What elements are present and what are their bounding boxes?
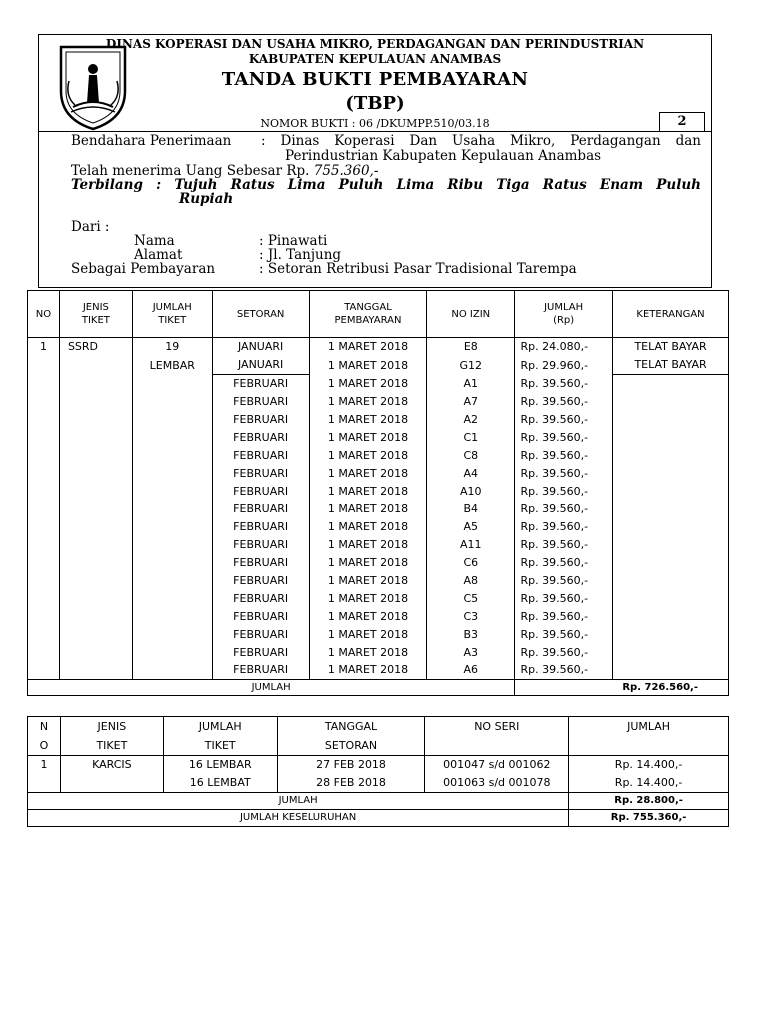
cell-tanggal: 1 MARET 2018 bbox=[309, 572, 427, 590]
cell-tanggal: 1 MARET 2018 bbox=[309, 411, 427, 429]
col-header: JUMLAH TIKET bbox=[132, 291, 212, 338]
table-row bbox=[28, 572, 729, 590]
cell-no bbox=[28, 464, 60, 482]
cell-no bbox=[28, 500, 60, 518]
table-row bbox=[28, 607, 729, 625]
cell-tanggal: 1 MARET 2018 bbox=[309, 518, 427, 536]
cell-no: 1 bbox=[28, 756, 61, 775]
cell-no bbox=[28, 625, 60, 643]
grand-total-row bbox=[28, 810, 729, 827]
dari-label: Dari : bbox=[71, 219, 110, 235]
cell-jumlah: Rp. 39.560,- bbox=[515, 643, 613, 661]
cell-jenis bbox=[59, 554, 132, 572]
col-header: NO SERI bbox=[425, 717, 569, 756]
cell-keterangan bbox=[613, 625, 729, 643]
cell-jenis bbox=[59, 356, 132, 374]
cell-jumlah-tiket bbox=[132, 446, 212, 464]
cell-setoran: JANUARI bbox=[212, 338, 309, 356]
cell-no-izin: A3 bbox=[427, 643, 515, 661]
cell-no-izin: A8 bbox=[427, 572, 515, 590]
cell-keterangan bbox=[613, 374, 729, 392]
cell-keterangan bbox=[613, 428, 729, 446]
cell-tanggal: 1 MARET 2018 bbox=[309, 356, 427, 374]
cell-seri: 001063 s/d 001078 bbox=[425, 774, 569, 793]
table-row bbox=[28, 411, 729, 429]
cell-tanggal: 1 MARET 2018 bbox=[309, 554, 427, 572]
cell-jumlah: Rp. 39.560,- bbox=[515, 554, 613, 572]
terbilang-line: Terbilang : Tujuh Ratus Lima Puluh Lima Ribu Tiga Ratus Enam Puluh bbox=[71, 177, 701, 193]
cell-keterangan bbox=[613, 393, 729, 411]
cell-jumlah: Rp. 39.560,- bbox=[515, 572, 613, 590]
cell-jenis bbox=[59, 625, 132, 643]
cell-keterangan bbox=[613, 554, 729, 572]
cell-jenis bbox=[59, 572, 132, 590]
cell-jenis bbox=[59, 374, 132, 392]
nama-value: : Pinawati bbox=[259, 233, 328, 249]
cell-tanggal: 1 MARET 2018 bbox=[309, 500, 427, 518]
cell-keterangan bbox=[613, 643, 729, 661]
cell-jumlah: Rp. 39.560,- bbox=[515, 500, 613, 518]
karcis-payment-table bbox=[27, 716, 729, 827]
cell-setoran: FEBRUARI bbox=[212, 464, 309, 482]
cell-tanggal: 1 MARET 2018 bbox=[309, 589, 427, 607]
received-amount-line: Telah menerima Uang Sebesar Rp. 755.360,- bbox=[71, 163, 379, 179]
col-header: KETERANGAN bbox=[613, 291, 729, 338]
cell-no bbox=[28, 482, 60, 500]
table-header-row bbox=[28, 291, 729, 338]
cell-no-izin: A2 bbox=[427, 411, 515, 429]
agency-name: DINAS KOPERASI DAN USAHA MIKRO, PERDAGANGAN DAN PERINDUSTRIAN bbox=[105, 37, 645, 51]
total-label: JUMLAH bbox=[28, 793, 569, 810]
cell-no-izin: A10 bbox=[427, 482, 515, 500]
cell-jenis bbox=[59, 393, 132, 411]
cell-tanggal: 1 MARET 2018 bbox=[309, 446, 427, 464]
cell-tanggal: 28 FEB 2018 bbox=[277, 774, 425, 793]
table-row bbox=[28, 428, 729, 446]
regency-name: KABUPATEN KEPULAUAN ANAMBAS bbox=[248, 52, 502, 66]
cell-tanggal: 1 MARET 2018 bbox=[309, 625, 427, 643]
cell-jenis bbox=[59, 500, 132, 518]
document-subtitle: (TBP) bbox=[345, 93, 405, 114]
cell-tanggal: 1 MARET 2018 bbox=[309, 393, 427, 411]
cell-no bbox=[28, 607, 60, 625]
cell-setoran: FEBRUARI bbox=[212, 482, 309, 500]
cell-jenis bbox=[59, 411, 132, 429]
table-total-row bbox=[28, 793, 729, 810]
cell-jenis: KARCIS bbox=[60, 756, 163, 775]
cell-no-izin: C1 bbox=[427, 428, 515, 446]
cell-no-izin: B3 bbox=[427, 625, 515, 643]
cell-jumlah-tiket bbox=[132, 500, 212, 518]
cell-no-izin: C6 bbox=[427, 554, 515, 572]
receipt-header-box bbox=[38, 34, 712, 288]
cell-jumlah: Rp. 39.560,- bbox=[515, 374, 613, 392]
cell-keterangan bbox=[613, 446, 729, 464]
table-row bbox=[28, 356, 729, 374]
table-row bbox=[28, 756, 729, 775]
cell-jumlah: Rp. 14.400,- bbox=[569, 756, 729, 775]
alamat-value: : Jl. Tanjung bbox=[259, 247, 342, 263]
cell-jumlah: Rp. 39.560,- bbox=[515, 661, 613, 679]
cell-tanggal: 1 MARET 2018 bbox=[309, 374, 427, 392]
table-row bbox=[28, 661, 729, 679]
table-row bbox=[28, 500, 729, 518]
cell-setoran: FEBRUARI bbox=[212, 625, 309, 643]
cell-jumlah: Rp. 39.560,- bbox=[515, 536, 613, 554]
bendahara-value-2: Perindustrian Kabupaten Kepulauan Anambas bbox=[285, 148, 602, 164]
col-header: SETORAN bbox=[212, 291, 309, 338]
cell-keterangan bbox=[613, 411, 729, 429]
cell-no-izin: A5 bbox=[427, 518, 515, 536]
cell-setoran: FEBRUARI bbox=[212, 500, 309, 518]
cell-jenis: SSRD bbox=[59, 338, 132, 356]
receipt-number: NOMOR BUKTI : 06 /DKUMPP.510/03.18 bbox=[260, 117, 490, 130]
cell-jumlah-tiket bbox=[132, 661, 212, 679]
col-header: N O bbox=[28, 717, 61, 756]
header-divider bbox=[39, 131, 711, 132]
cell-setoran: FEBRUARI bbox=[212, 411, 309, 429]
col-header: NO bbox=[28, 291, 60, 338]
col-header: JUMLAH bbox=[569, 717, 729, 756]
cell-setoran: FEBRUARI bbox=[212, 572, 309, 590]
cell-jenis bbox=[59, 464, 132, 482]
cell-keterangan bbox=[613, 464, 729, 482]
table-total-row bbox=[28, 679, 729, 695]
cell-no bbox=[28, 572, 60, 590]
cell-keterangan bbox=[613, 572, 729, 590]
col-header: JUMLAH TIKET bbox=[163, 717, 277, 756]
cell-jumlah-tiket: 19 bbox=[132, 338, 212, 356]
table-row bbox=[28, 774, 729, 793]
cell-jumlah-tiket bbox=[132, 572, 212, 590]
table-row bbox=[28, 643, 729, 661]
col-header: NO IZIN bbox=[427, 291, 515, 338]
cell-jenis bbox=[59, 643, 132, 661]
cell-no-izin: C5 bbox=[427, 589, 515, 607]
cell-jenis bbox=[59, 661, 132, 679]
cell-jumlah-tiket bbox=[132, 464, 212, 482]
cell-setoran: FEBRUARI bbox=[212, 393, 309, 411]
cell-no bbox=[28, 393, 60, 411]
cell-jenis bbox=[59, 446, 132, 464]
total-value: Rp. 726.560,- bbox=[515, 679, 729, 695]
cell-no bbox=[28, 589, 60, 607]
page-number: 2 bbox=[659, 112, 705, 132]
cell-keterangan bbox=[613, 482, 729, 500]
cell-no-izin: C8 bbox=[427, 446, 515, 464]
cell-no bbox=[28, 643, 60, 661]
cell-jumlah-tiket bbox=[132, 374, 212, 392]
cell-setoran: FEBRUARI bbox=[212, 536, 309, 554]
cell-setoran: FEBRUARI bbox=[212, 643, 309, 661]
cell-keterangan: TELAT BAYAR bbox=[613, 356, 729, 374]
cell-tanggal: 1 MARET 2018 bbox=[309, 661, 427, 679]
cell-no-izin: B4 bbox=[427, 500, 515, 518]
table-row bbox=[28, 554, 729, 572]
col-header: TANGGAL SETORAN bbox=[277, 717, 425, 756]
cell-tanggal: 1 MARET 2018 bbox=[309, 464, 427, 482]
cell-jumlah: Rp. 39.560,- bbox=[515, 428, 613, 446]
cell-jumlah-tiket bbox=[132, 607, 212, 625]
cell-tanggal: 27 FEB 2018 bbox=[277, 756, 425, 775]
table-row bbox=[28, 464, 729, 482]
col-header: JUMLAH (Rp) bbox=[515, 291, 613, 338]
total-label: JUMLAH bbox=[28, 679, 515, 695]
cell-no-izin: E8 bbox=[427, 338, 515, 356]
cell-setoran: FEBRUARI bbox=[212, 661, 309, 679]
cell-tanggal: 1 MARET 2018 bbox=[309, 607, 427, 625]
cell-keterangan bbox=[613, 607, 729, 625]
cell-jenis bbox=[60, 774, 163, 793]
cell-keterangan bbox=[613, 536, 729, 554]
cell-setoran: JANUARI bbox=[212, 356, 309, 374]
col-header: TANGGAL PEMBAYARAN bbox=[309, 291, 427, 338]
cell-jumlah-tiket bbox=[132, 393, 212, 411]
col-header: JENIS TIKET bbox=[59, 291, 132, 338]
cell-setoran: FEBRUARI bbox=[212, 446, 309, 464]
cell-jumlah: Rp. 29.960,- bbox=[515, 356, 613, 374]
cell-jenis bbox=[59, 428, 132, 446]
cell-jumlah: Rp. 14.400,- bbox=[569, 774, 729, 793]
cell-no-izin: A1 bbox=[427, 374, 515, 392]
cell-jumlah-tiket bbox=[132, 643, 212, 661]
cell-setoran: FEBRUARI bbox=[212, 428, 309, 446]
cell-jumlah: Rp. 39.560,- bbox=[515, 589, 613, 607]
terbilang-line-2: Rupiah bbox=[179, 191, 234, 207]
nama-label: Nama bbox=[134, 233, 175, 249]
cell-keterangan bbox=[613, 518, 729, 536]
cell-keterangan bbox=[613, 500, 729, 518]
cell-tanggal: 1 MARET 2018 bbox=[309, 338, 427, 356]
cell-no-izin: C3 bbox=[427, 607, 515, 625]
cell-no bbox=[28, 554, 60, 572]
pembayaran-label: Sebagai Pembayaran bbox=[71, 261, 216, 277]
cell-no bbox=[28, 774, 61, 793]
cell-jenis bbox=[59, 482, 132, 500]
cell-jumlah: Rp. 39.560,- bbox=[515, 446, 613, 464]
cell-jumlah-tiket bbox=[132, 625, 212, 643]
col-header: JENIS TIKET bbox=[60, 717, 163, 756]
cell-jenis bbox=[59, 589, 132, 607]
bendahara-label: Bendahara Penerimaan bbox=[71, 133, 232, 149]
cell-tanggal: 1 MARET 2018 bbox=[309, 428, 427, 446]
ssrd-payment-table bbox=[27, 290, 729, 696]
cell-jumlah-tiket bbox=[132, 482, 212, 500]
document-title: TANDA BUKTI PEMBAYARAN bbox=[221, 69, 529, 90]
cell-no-izin: A11 bbox=[427, 536, 515, 554]
cell-jumlah: Rp. 39.560,- bbox=[515, 518, 613, 536]
cell-seri: 001047 s/d 001062 bbox=[425, 756, 569, 775]
table-row bbox=[28, 393, 729, 411]
cell-no bbox=[28, 356, 60, 374]
cell-setoran: FEBRUARI bbox=[212, 374, 309, 392]
table-row bbox=[28, 482, 729, 500]
cell-no bbox=[28, 518, 60, 536]
table-row bbox=[28, 625, 729, 643]
cell-no-izin: A4 bbox=[427, 464, 515, 482]
cell-setoran: FEBRUARI bbox=[212, 554, 309, 572]
cell-jumlah-tiket bbox=[132, 536, 212, 554]
bendahara-value: : Dinas Koperasi Dan Usaha Mikro, Perdagangan dan bbox=[261, 133, 702, 149]
cell-jumlah-tiket bbox=[132, 554, 212, 572]
cell-jumlah-tiket bbox=[132, 589, 212, 607]
table-row bbox=[28, 518, 729, 536]
cell-keterangan: TELAT BAYAR bbox=[613, 338, 729, 356]
cell-keterangan bbox=[613, 589, 729, 607]
cell-setoran: FEBRUARI bbox=[212, 589, 309, 607]
cell-no bbox=[28, 446, 60, 464]
cell-jumlah-tiket bbox=[132, 518, 212, 536]
total-value: Rp. 28.800,- bbox=[569, 793, 729, 810]
table-row bbox=[28, 589, 729, 607]
cell-jumlah: Rp. 39.560,- bbox=[515, 393, 613, 411]
cell-no: 1 bbox=[28, 338, 60, 356]
cell-jumlah: Rp. 24.080,- bbox=[515, 338, 613, 356]
cell-no-izin: G12 bbox=[427, 356, 515, 374]
cell-keterangan bbox=[613, 661, 729, 679]
cell-jenis bbox=[59, 536, 132, 554]
cell-setoran: FEBRUARI bbox=[212, 518, 309, 536]
cell-jumlah-tiket bbox=[132, 428, 212, 446]
cell-setoran: FEBRUARI bbox=[212, 607, 309, 625]
cell-jumlah: Rp. 39.560,- bbox=[515, 607, 613, 625]
table-row bbox=[28, 374, 729, 392]
cell-tanggal: 1 MARET 2018 bbox=[309, 536, 427, 554]
cell-jumlah-tiket: 16 LEMBAR bbox=[163, 756, 277, 775]
cell-no-izin: A7 bbox=[427, 393, 515, 411]
cell-jumlah: Rp. 39.560,- bbox=[515, 464, 613, 482]
cell-jumlah-tiket: LEMBAR bbox=[132, 356, 212, 374]
cell-no bbox=[28, 661, 60, 679]
pembayaran-value: : Setoran Retribusi Pasar Tradisional Tarempa bbox=[259, 261, 577, 277]
cell-no bbox=[28, 428, 60, 446]
cell-jumlah: Rp. 39.560,- bbox=[515, 411, 613, 429]
cell-jumlah: Rp. 39.560,- bbox=[515, 625, 613, 643]
cell-jenis bbox=[59, 518, 132, 536]
cell-jumlah: Rp. 39.560,- bbox=[515, 482, 613, 500]
grand-total-value: Rp. 755.360,- bbox=[569, 810, 729, 827]
table-row bbox=[28, 536, 729, 554]
table-row bbox=[28, 446, 729, 464]
cell-no bbox=[28, 536, 60, 554]
alamat-label: Alamat bbox=[134, 247, 183, 263]
cell-no bbox=[28, 374, 60, 392]
cell-jenis bbox=[59, 607, 132, 625]
grand-total-label: JUMLAH KESELURUHAN bbox=[28, 810, 569, 827]
cell-jumlah-tiket: 16 LEMBAT bbox=[163, 774, 277, 793]
table-row bbox=[28, 338, 729, 356]
cell-tanggal: 1 MARET 2018 bbox=[309, 482, 427, 500]
cell-no bbox=[28, 411, 60, 429]
table-header-row bbox=[28, 717, 729, 756]
cell-jumlah-tiket bbox=[132, 411, 212, 429]
cell-tanggal: 1 MARET 2018 bbox=[309, 643, 427, 661]
cell-no-izin: A6 bbox=[427, 661, 515, 679]
